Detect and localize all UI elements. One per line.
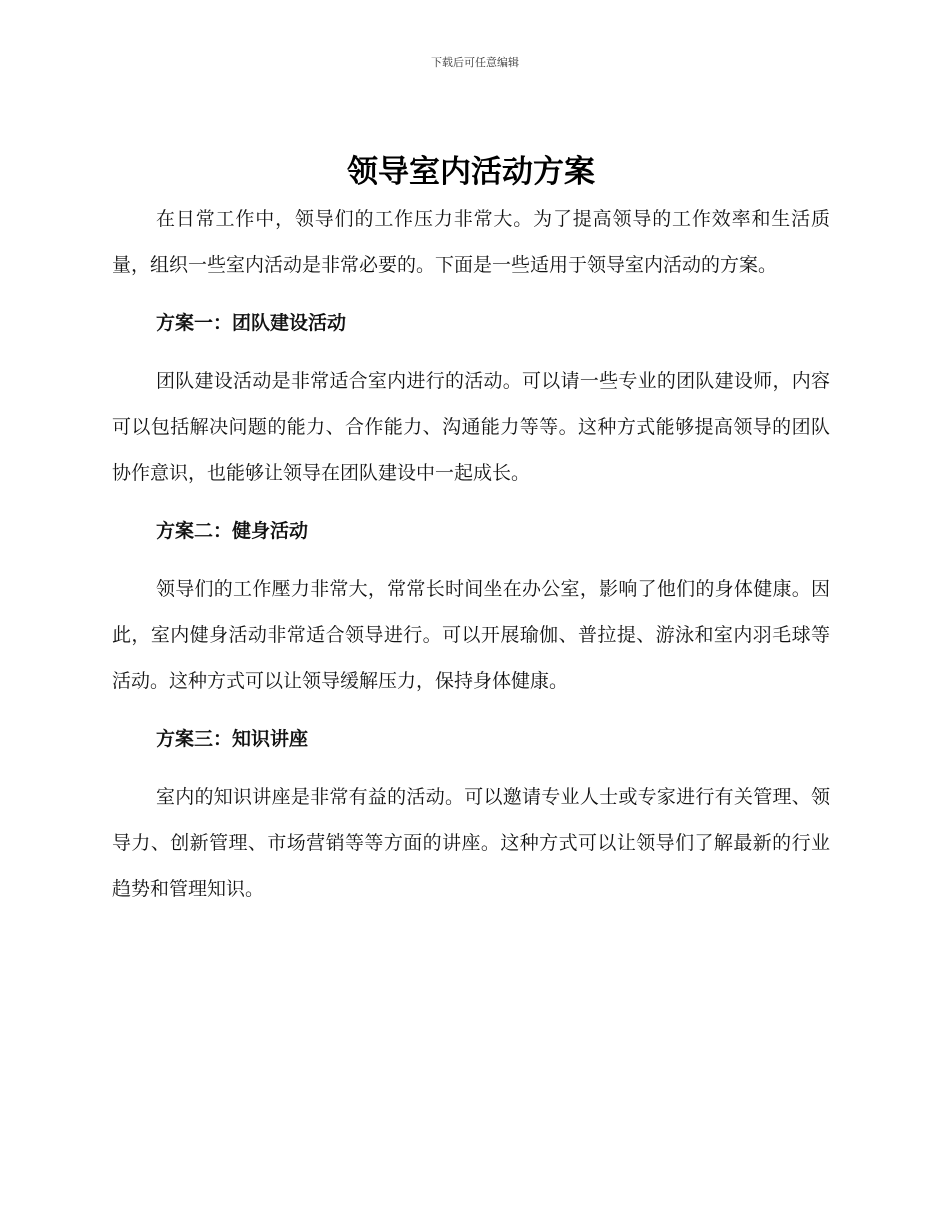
section-3 [112, 716, 830, 912]
header-note: 下载后可任意编辑 [431, 56, 519, 69]
section-paragraph: 团队建设活动是非常适合室内进行的活动。可以请一些专业的团队建设师，内容可以包括解决问题的能力、合作能力、沟通能力等等。这种方式能够提高领导的团队协作意识，也能够让领导在团队建设中一起成长。 [112, 370, 830, 484]
document-title: 领导室内活动方案 [347, 154, 595, 190]
document-body [112, 150, 830, 912]
intro-paragraph: 在日常工作中，领导们的工作压力非常大。为了提高领导的工作效率和生活质量，组织一些室内活动是非常必要的。下面是一些适用于领导室内活动的方案。 [112, 208, 830, 276]
section-paragraph: 室内的知识讲座是非常有益的活动。可以邀请专业人士或专家进行有关管理、领导力、创新管理、市场营销等等方面的讲座。这种方式可以让领导们了解最新的行业趋势和管理知识。 [112, 786, 830, 900]
section-heading: 方案二：健身活动 [156, 520, 309, 542]
section-heading: 方案一：团队建设活动 [156, 312, 347, 334]
section-2 [112, 508, 830, 704]
section-paragraph: 领导们的工作壓力非常大，常常长时间坐在办公室，影响了他们的身体健康。因此，室内健身活动非常适合领导进行。可以开展瑜伽、普拉提、游泳和室内羽毛球等活动。这种方式可以让领导缓解压力，保持身体健康。 [112, 578, 830, 692]
section-heading: 方案三：知识讲座 [156, 728, 309, 750]
section-1 [112, 300, 830, 496]
